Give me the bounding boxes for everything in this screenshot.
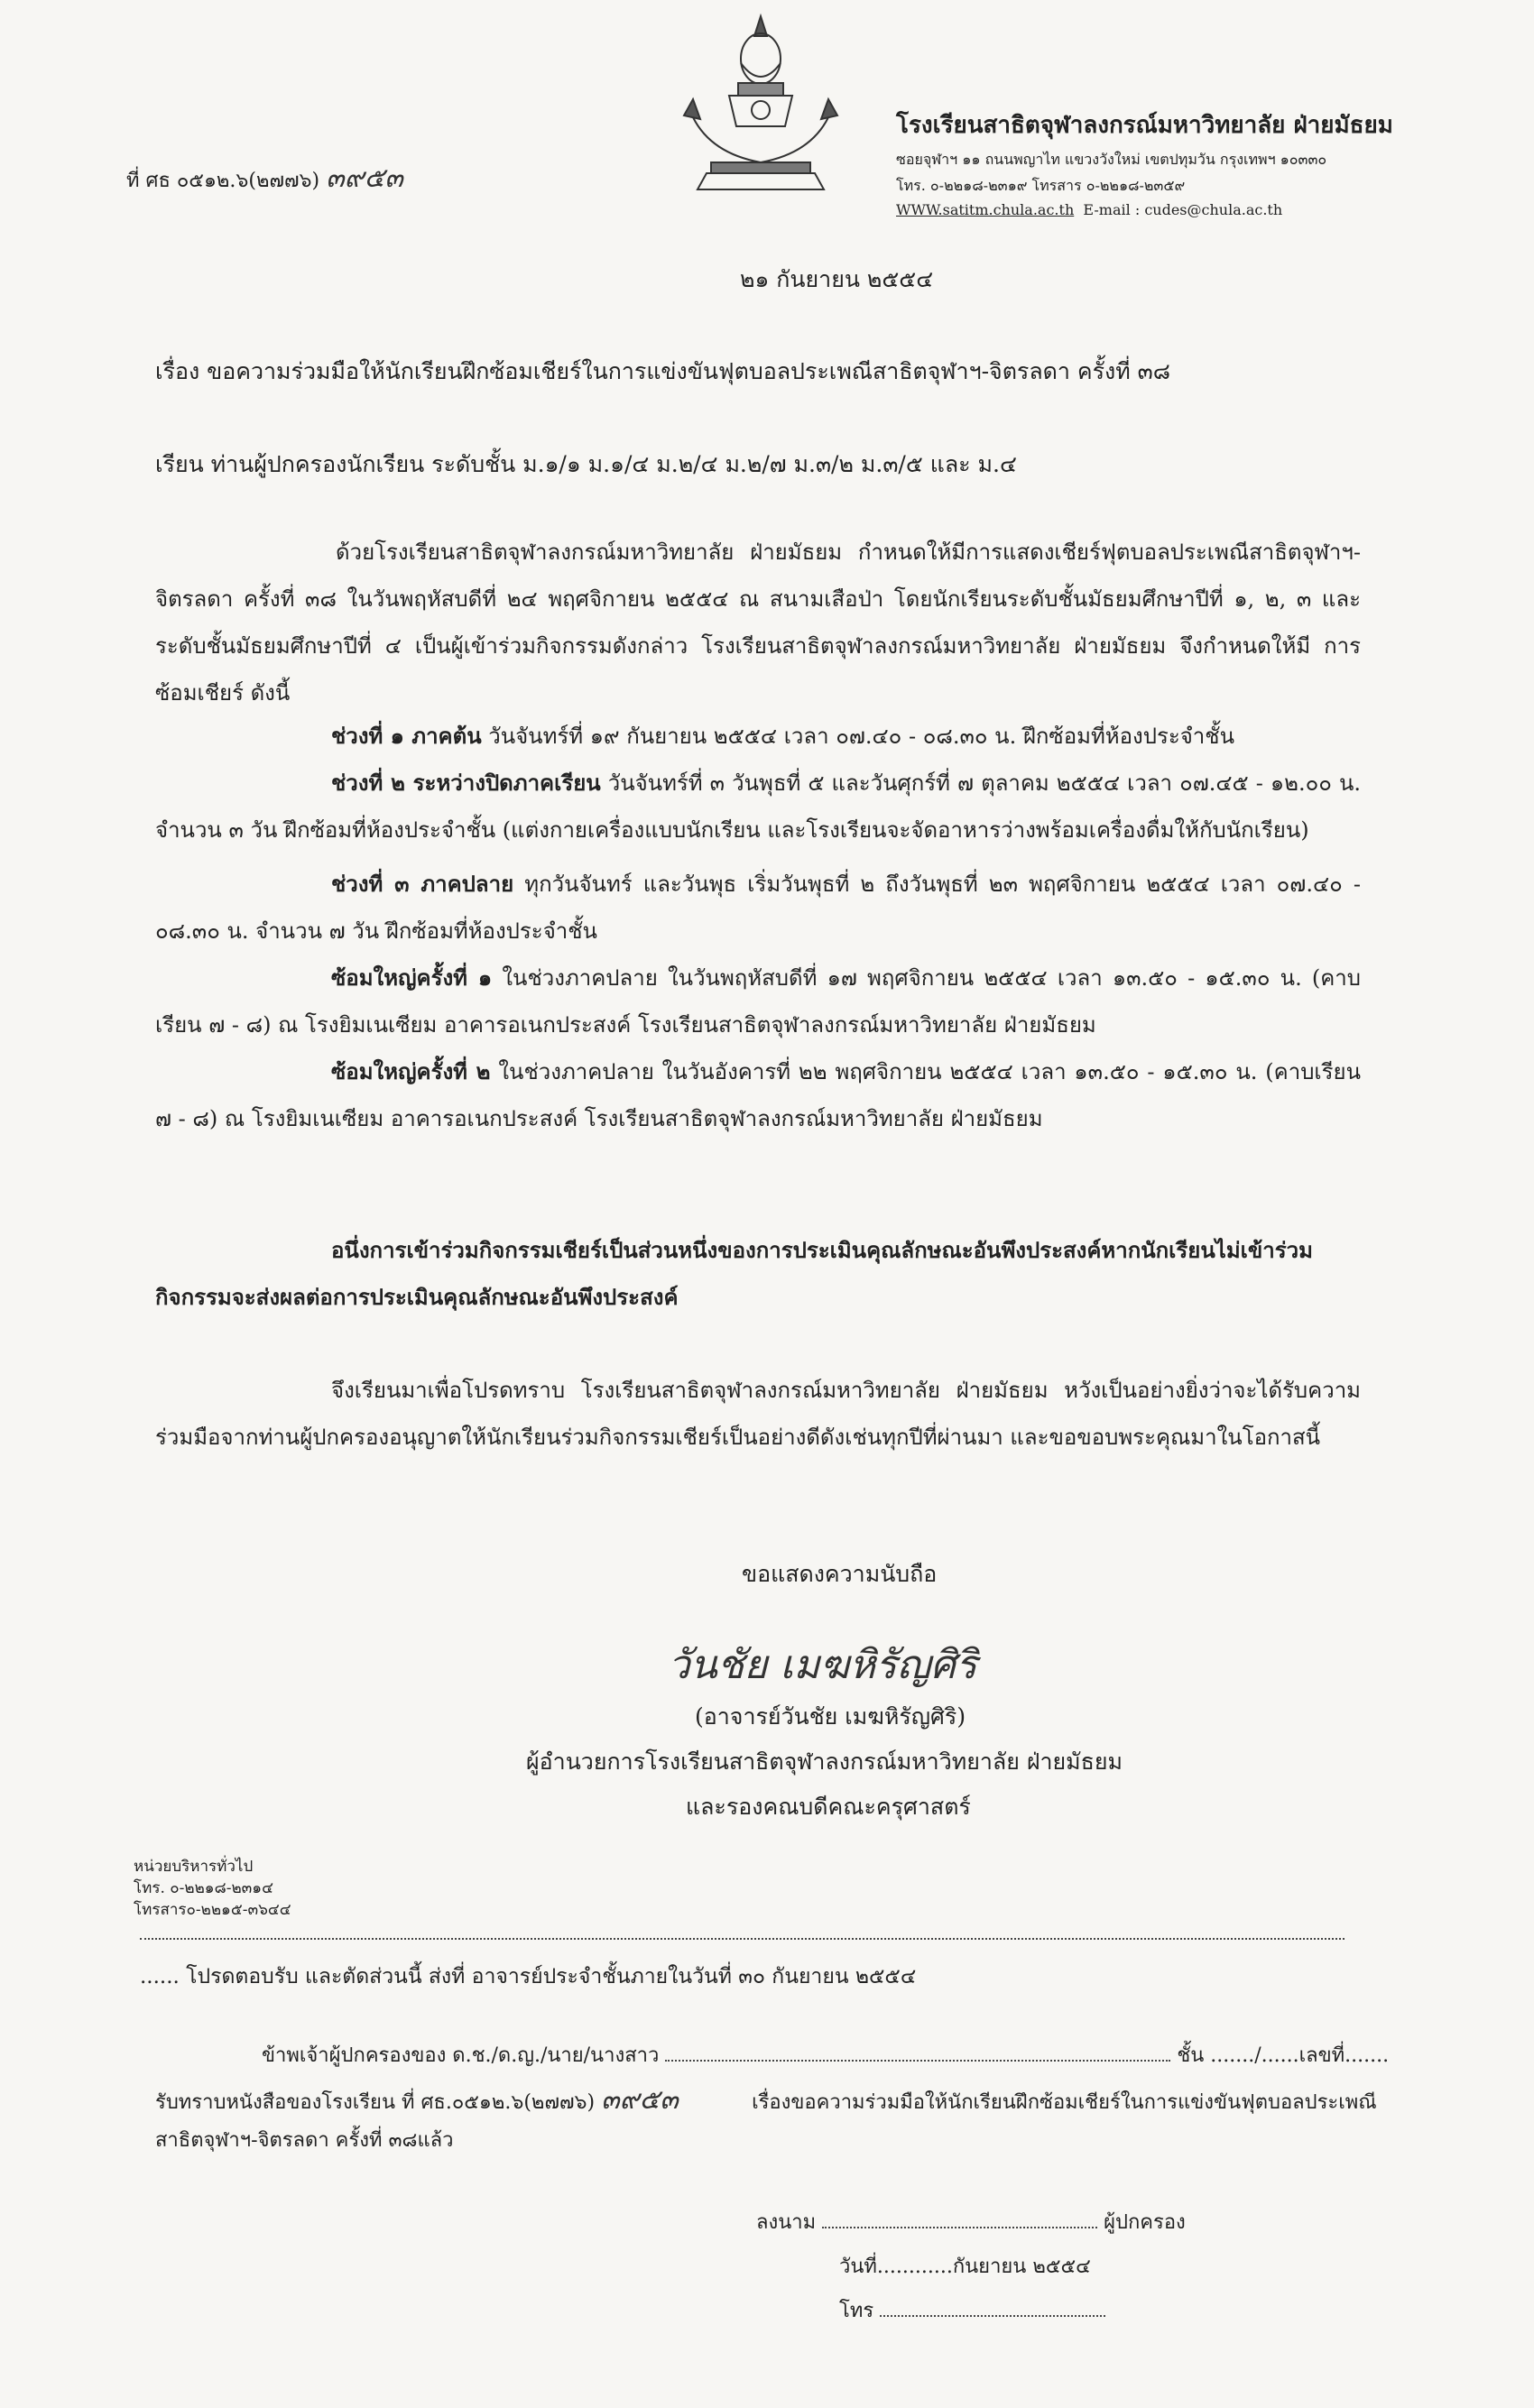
letter-subject: เรื่อง ขอความร่วมมือให้นักเรียนฝึกซ้อมเชียร์ในการแข่งขันฟุตบอลประเพณีสาธิตจุฬาฯ-จิตรลดา ครั้งที่ ๓๘ xyxy=(155,358,1171,384)
signer-name: (อาจารย์วันชัย เมฆหิรัญศิริ) xyxy=(695,1703,966,1730)
guardian-sign-line: ลงนาม ผู้ปกครอง xyxy=(756,2211,1186,2234)
contact-fax: โทรสาร๐-๒๒๑๕-๓๖๔๔ xyxy=(134,1901,291,1919)
schedule-item: ซ้อมใหญ่ครั้งที่ ๒ ในช่วงภาคปลาย ในวันอังคารที่ ๒๒ พฤศจิกายน ๒๕๕๔ เวลา ๑๓.๕๐ - ๑๕.๓๐ น. (คาบเรียน ๗ - ๘) ณ โรงยิมเนเซียม อาคารอเนกประสงค์ โรงเรียนสาธิตจุฬาลงกรณ์มหาวิทยาลัย ฝ่ายมัธยม xyxy=(155,1058,1361,1131)
student-name-field[interactable] xyxy=(665,2044,1170,2062)
reply-line-2: รับทราบหนังสือของโรงเรียน ที่ ศธ.๐๕๑๒.๖(๒๗๗๖) ๓๙๕๓ เรื่องขอความร่วมมือให้นักเรียนฝึกซ้อมเชียร์ในการแข่งขันฟุตบอลประเพณี xyxy=(155,2084,1377,2116)
email-address: E-mail : cudes@chula.ac.th xyxy=(1083,201,1283,218)
intro-paragraph: ด้วยโรงเรียนสาธิตจุฬาลงกรณ์มหาวิทยาลัย ฝ่ายมัธยม กำหนดให้มีการแสดงเชียร์ฟุตบอลประเพณีสาธิตจุฬาฯ-จิตรลดา ครั้งที่ ๓๘ ในวันพฤหัสบดีที่ ๒๔ พฤศจิกายน ๒๕๕๔ ณ สนามเสือป่า โดยนักเรียนระดับชั้นมัธยมศึกษาปีที่ ๑, ๒, ๓ และระดับชั้นมัธยมศึกษาปีที่ ๔ เป็นผู้เข้าร่วมกิจกรรมดังกล่าว โรงเรียนสาธิตจุฬาลงกรณ์มหาวิทยาลัย ฝ่ายมัธยม จึงกำหนดให้มี การซ้อมเชียร์ ดังนี้ xyxy=(155,540,1361,706)
cut-line xyxy=(140,1938,1345,1940)
contact-phone: โทร. ๐-๒๒๑๘-๒๓๑๔ xyxy=(134,1879,273,1897)
schedule-item: ช่วงที่ ๑ ภาคต้น วันจันทร์ที่ ๑๙ กันยายน ๒๕๕๔ เวลา ๐๗.๔๐ - ๐๘.๓๐ น. ฝึกซ้อมที่ห้องประจำชั้น xyxy=(331,723,1234,749)
school-emblem xyxy=(657,9,864,203)
schedule-item: ซ้อมใหญ่ครั้งที่ ๑ ในช่วงภาคปลาย ในวันพฤหัสบดีที่ ๑๗ พฤศจิกายน ๒๕๕๔ เวลา ๑๓.๕๐ - ๑๕.๓๐ น. (คาบเรียน ๗ - ๘) ณ โรงยิมเนเซียม อาคารอเนกประสงค์ โรงเรียนสาธิตจุฬาลงกรณ์มหาวิทยาลัย ฝ่ายมัธยม xyxy=(155,964,1362,1038)
regards-text: ขอแสดงความนับถือ xyxy=(742,1561,938,1587)
school-name: โรงเรียนสาธิตจุฬาลงกรณ์มหาวิทยาลัย ฝ่ายมัธยม xyxy=(896,112,1393,139)
school-web-email xyxy=(896,201,1393,218)
signature: วันชัย เมฆหิรัญศิริ xyxy=(668,1642,977,1688)
school-phone: โทร. ๐-๒๒๑๘-๒๓๑๙ โทรสาร ๐-๒๒๑๘-๒๓๕๙ xyxy=(896,177,1186,194)
handwritten-ref-reply: ๓๙๕๓ xyxy=(601,2084,679,2116)
guardian-signature-field[interactable] xyxy=(822,2210,1097,2228)
reply-line-1: ข้าพเจ้าผู้ปกครองของ ด.ช./ด.ญ./นาย/นางสาว ชั้น ......./......เลขที่....... xyxy=(262,2044,1390,2067)
school-info xyxy=(896,106,1393,218)
letter-date: ๒๑ กันยายน ๒๕๕๔ xyxy=(740,266,934,292)
contact-unit: หน่วยบริหารทั่วไป xyxy=(134,1858,254,1876)
website-link[interactable]: WWW.satitm.chula.ac.th xyxy=(896,201,1075,218)
schedule-list xyxy=(155,713,1361,1142)
closing-paragraph: จึงเรียนมาเพื่อโปรดทราบ โรงเรียนสาธิตจุฬาลงกรณ์มหาวิทยาลัย ฝ่ายมัธยม หวังเป็นอย่างยิ่งว่าจะได้รับความร่วมมือจากท่านผู้ปกครองอนุญาตให้นักเรียนร่วมกิจกรรมเชียร์เป็นอย่างดีดังเช่นทุกปีที่ผ่านมา และขอขอบพระคุณมาในโอกาสนี้ xyxy=(155,1378,1361,1450)
guardian-phone-field[interactable] xyxy=(880,2299,1105,2317)
note-paragraph: อนึ่งการเข้าร่วมกิจกรรมเชียร์เป็นส่วนหนึ่งของการประเมินคุณลักษณะอันพึงประสงค์หากนักเรียนไม่เข้าร่วมกิจกรรมจะส่งผลต่อการประเมินคุณลักษณะอันพึงประสงค์ xyxy=(155,1237,1313,1310)
reference-number: ที่ ศธ ๐๕๑๒.๖(๒๗๗๖) ๓๙๕๓ xyxy=(126,162,403,194)
reply-line-3: สาธิตจุฬาฯ-จิตรลดา ครั้งที่ ๓๘แล้ว xyxy=(155,2129,454,2152)
emblem-icon xyxy=(657,9,864,203)
letter-recipient: เรียน ท่านผู้ปกครองนักเรียน ระดับชั้น ม.๑/๑ ม.๑/๔ ม.๒/๔ ม.๒/๗ ม.๓/๒ ม.๓/๕ และ ม.๔ xyxy=(155,451,1017,477)
school-address: ซอยจุฬาฯ ๑๑ ถนนพญาไท แขวงวังใหม่ เขตปทุมวัน กรุงเทพฯ ๑๐๓๓๐ xyxy=(896,151,1327,168)
schedule-item: ช่วงที่ ๓ ภาคปลาย ทุกวันจันทร์ และวันพุธ เริ่มวันพุธที่ ๒ ถึงวันพุธที่ ๒๓ พฤศจิกายน ๒๕๕๔ เวลา ๐๗.๔๐ - ๐๘.๓๐ น. จำนวน ๗ วัน ฝึกซ้อมที่ห้องประจำชั้น xyxy=(155,871,1361,944)
schedule-item: ช่วงที่ ๒ ระหว่างปิดภาคเรียน วันจันทร์ที่ ๓ วันพุธที่ ๕ และวันศุกร์ที่ ๗ ตุลาคม ๒๕๕๔ เวลา ๐๗.๔๕ - ๑๒.๐๐ น. จำนวน ๓ วัน ฝึกซ้อมที่ห้องประจำชั้น (แต่งกายเครื่องแบบนักเรียน และโรงเรียนจะจัดอาหารว่างพร้อมเครื่องดื่มให้กับนักเรียน) xyxy=(155,770,1361,843)
reply-instruction: ...... โปรดตอบรับ และตัดส่วนนี้ ส่งที่ อาจารย์ประจำชั้นภายในวันที่ ๓๐ กันยายน ๒๕๕๔ xyxy=(140,1965,917,1988)
handwritten-ref: ๓๙๕๓ xyxy=(326,162,403,194)
signer-title: ผู้อำนวยการโรงเรียนสาธิตจุฬาลงกรณ์มหาวิทยาลัย ฝ่ายมัธยม xyxy=(526,1748,1123,1775)
contact-info xyxy=(134,1856,291,1921)
reply-phone-line: โทร xyxy=(839,2299,1105,2323)
reply-date[interactable]: วันที่............กันยายน ๒๕๕๔ xyxy=(839,2256,1091,2278)
signer-title-2: และรองคณบดีคณะครุศาสตร์ xyxy=(686,1794,971,1820)
